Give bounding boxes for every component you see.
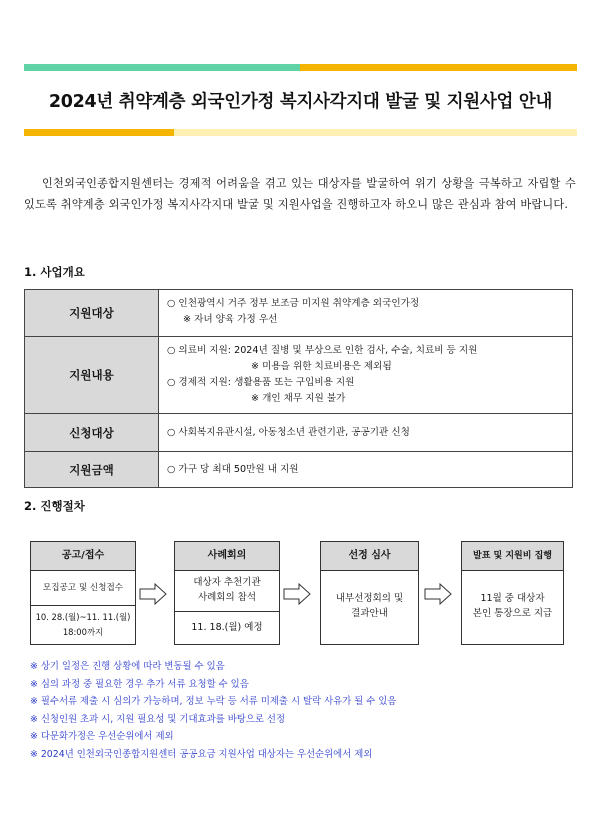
flow-step-review-desc-line1: 내부선정회의 및 — [335, 593, 404, 604]
table-row — [25, 414, 573, 452]
list-item: ※ 필수서류 제출 시 심의가 가능하며, 정보 누락 등 서류 미제출 시 탈락 사유가 될 수 있음 — [30, 696, 397, 707]
flow-step-application-deadline: 18:00까지 — [62, 627, 104, 637]
flow-step-payment-desc — [462, 571, 563, 621]
bottom-decor-bar — [24, 129, 577, 136]
section-heading-overview: 1. 사업개요 — [24, 265, 85, 279]
flow-step-payment-desc-line2: 본인 통장으로 지급 — [472, 608, 553, 619]
arrow-right-icon — [139, 583, 167, 605]
overview-table — [24, 289, 573, 488]
flow-step-application-date-range: 10. 28.(월)~11. 11.(월) — [35, 612, 131, 622]
intro-paragraph: 인천외국인종합지원센터는 경제적 어려움을 겪고 있는 대상자를 발굴하여 위기 상황을 극복하고 자립할 수 있도록 취약계층 외국인가정 복지사각지대 발굴 및 지원사업을 진행하고자 하오니 많은 관심과 참여 바랍니다. — [24, 177, 576, 211]
flow-step-review — [320, 541, 419, 645]
flow-step-case-meeting-desc-line1: 대상자 추천기관 — [193, 577, 261, 588]
apply-cell — [159, 414, 573, 452]
table-row — [25, 452, 573, 488]
flow-step-application-desc: 모집공고 및 신청접수 — [31, 571, 135, 606]
page-title: 2024년 취약계층 외국인가정 복지사각지대 발굴 및 지원사업 안내 — [48, 92, 553, 112]
list-item: ※ 심의 과정 중 필요한 경우 추가 서류 요청할 수 있음 — [30, 678, 249, 690]
list-item: ※ 신청인원 초과 시, 지원 필요성 및 기대효과를 바탕으로 선정 — [30, 713, 286, 725]
flow-step-payment-desc-line1: 11월 중 대상자 — [480, 593, 545, 604]
flow-step-case-meeting-date: 11. 18.(월) 예정 — [191, 622, 263, 633]
flow-step-case-meeting — [174, 541, 280, 645]
target-line: ○ 인천광역시 거주 정부 보조금 미지원 취약계층 외국인가정 — [167, 298, 420, 309]
flow-step-case-meeting-desc-line2: 사례회의 참석 — [197, 592, 257, 603]
flow-step-case-meeting-desc — [175, 571, 279, 612]
content-note-medical: ※ 미용을 위한 치료비용은 제외됨 — [251, 361, 392, 372]
flow-step-payment — [461, 541, 564, 645]
content-cell — [159, 337, 573, 414]
table-row — [25, 337, 573, 414]
target-note: ※ 자녀 양육 가정 우선 — [183, 314, 278, 325]
flow-step-payment-title: 발표 및 지원비 집행 — [462, 542, 563, 571]
flow-step-case-meeting-title: 사례회의 — [175, 542, 279, 571]
flow-step-application-title: 공고/접수 — [31, 542, 135, 571]
flow-step-review-title: 선정 심사 — [321, 542, 418, 571]
flow-step-application — [30, 541, 136, 645]
apply-head: 신청대상 — [25, 414, 159, 452]
flow-step-review-desc — [321, 571, 418, 621]
flow-step-application-dates — [31, 606, 135, 640]
target-cell — [159, 290, 573, 337]
table-row — [25, 290, 573, 337]
top-decor-bar — [24, 64, 577, 71]
apply-line: ○ 사회복지유관시설, 아동청소년 관련기관, 공공기관 신청 — [167, 426, 410, 438]
arrow-right-icon — [424, 583, 452, 605]
flow-step-review-desc-line2: 결과안내 — [351, 608, 388, 619]
amount-line: ○ 가구 당 최대 50만원 내 지원 — [167, 463, 299, 475]
section-heading-process: 2. 진행절차 — [24, 499, 85, 513]
arrow-right-icon — [283, 583, 311, 605]
content-line-economic: ○ 경제적 지원: 생활용품 또는 구입비용 지원 — [167, 377, 355, 388]
content-note-economic: ※ 개인 채무 지원 불가 — [251, 393, 346, 404]
content-line-medical: ○ 의료비 지원: 2024년 질병 및 부상으로 인한 검사, 수술, 치료비 등 지원 — [167, 345, 478, 356]
notes-list — [30, 658, 396, 763]
target-head: 지원대상 — [25, 290, 159, 337]
list-item: ※ 2024년 인천외국인종합지원센터 공공요금 지원사업 대상자는 우선순위에서 제외 — [30, 748, 373, 760]
amount-cell — [159, 452, 573, 488]
content-head: 지원내용 — [25, 337, 159, 414]
amount-head: 지원금액 — [25, 452, 159, 488]
list-item: ※ 다문화가정은 우선순위에서 제외 — [30, 731, 174, 742]
list-item: ※ 상기 일정은 진행 상황에 따라 변동될 수 있음 — [30, 661, 225, 672]
